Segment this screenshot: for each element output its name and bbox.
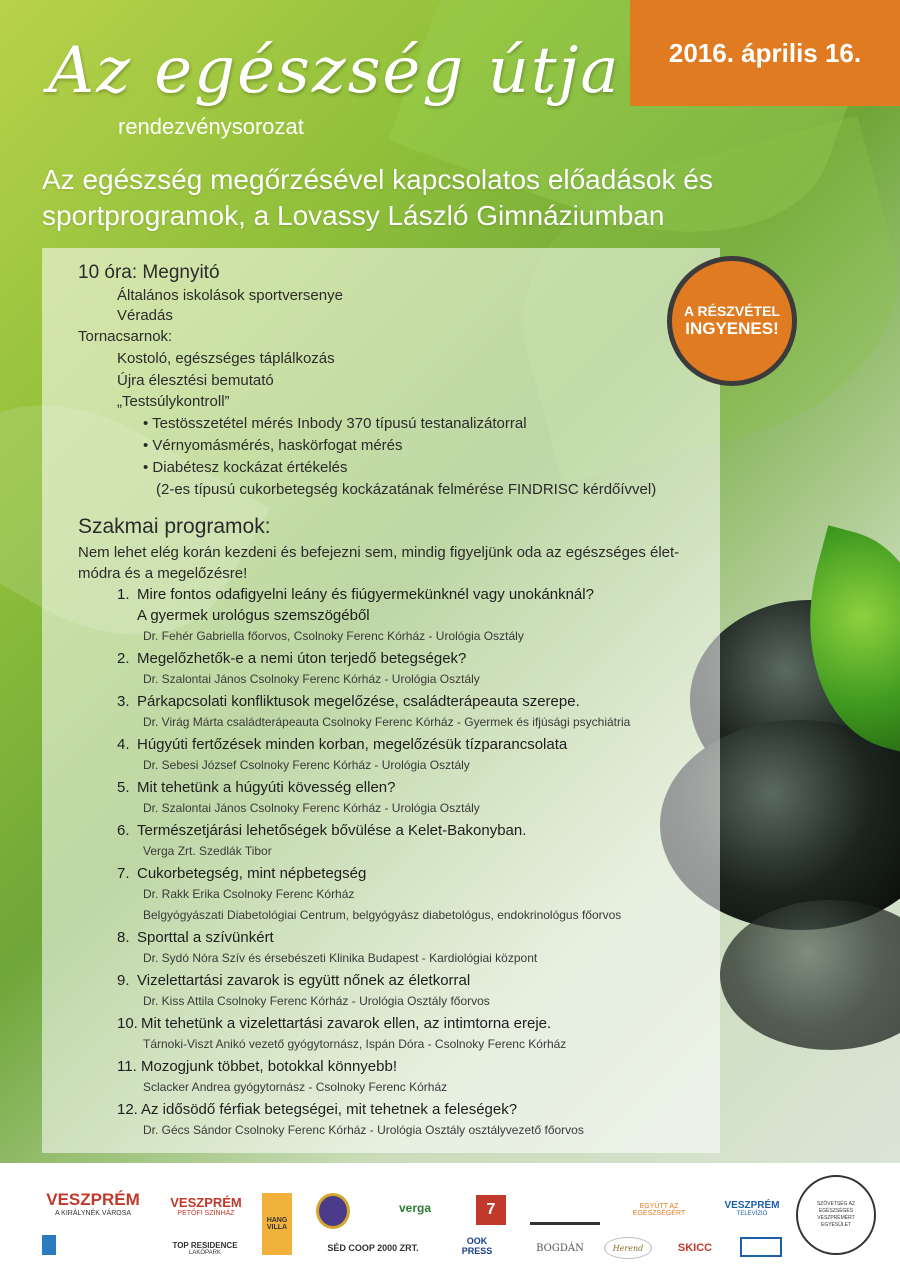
program-title: Az idősödő férfiak betegségei, mit tehetnek a feleségek?	[141, 1101, 518, 1118]
channel-7-logo: 7	[476, 1195, 506, 1225]
program-title: Húgyúti fertőzések minden korban, megelőzésük tízparancsolata	[137, 736, 568, 753]
program-title: Mit tehetünk a vizelettartási zavarok ellen, az intimtorna ereje.	[141, 1015, 552, 1032]
veszprem-logo-sub: A KIRÁLYNÉK VÁROSA	[54, 1209, 132, 1217]
sed-coop-text: SÉD COOP 2000 ZRT.	[327, 1243, 419, 1253]
sed-coop-logo	[318, 1239, 428, 1257]
program-number: 11.	[117, 1058, 137, 1075]
sponsor-footer	[0, 1163, 900, 1273]
top-residence-text: TOP RESIDENCE	[172, 1240, 238, 1250]
program-speaker: Tárnoki-Viszt Anikó vezető gyógytornász, Ispán Dóra - Csolnoky Ferenc Kórház	[143, 1037, 567, 1051]
program-speaker: Dr. Sebesi József Csolnoky Ferenc Kórház - Urológia Osztály	[143, 758, 470, 772]
tornacsarnok-heading: Tornacsarnok:	[78, 328, 173, 345]
program-speaker: Dr. Sydó Nóra Szív és érsebészeti Klinika Budapest - Kardiológiai központ	[143, 951, 538, 965]
program-title: Cukorbetegség, mint népbetegség	[137, 865, 367, 882]
ook-press-logo	[452, 1235, 502, 1257]
black-stone-bottom	[720, 900, 900, 1050]
badge-line-2: INGYENES!	[685, 319, 779, 338]
opening-heading: 10 óra: Megnyitó	[78, 262, 220, 283]
skicc-text: SKICC	[677, 1242, 713, 1254]
free-entry-badge	[667, 256, 797, 386]
program-speaker: Dr. Fehér Gabriella főorvos, Csolnoky Ferenc Kórház - Urológia Osztály	[143, 629, 524, 643]
program-speaker: Dr. Szalontai János Csolnoky Ferenc Kórház - Urológia Osztály	[143, 672, 480, 686]
top-residence-logo	[160, 1237, 250, 1259]
headline-line-2: sportprogramok, a Lovassy László Gimnáziumban	[42, 200, 665, 231]
veszprem-logo-text: VESZPRÉM	[46, 1189, 140, 1209]
program-number: 2.	[117, 650, 130, 667]
program-speaker: Dr. Szalontai János Csolnoky Ferenc Kórház - Urológia Osztály	[143, 801, 480, 815]
tv-logo-text: VESZPRÉM	[724, 1199, 780, 1211]
program-title: Mozogjunk többet, botokkal könnyebb!	[141, 1058, 398, 1075]
program-number: 7.	[117, 865, 130, 882]
opening-item: Általános iskolások sportversenye	[117, 287, 343, 304]
measurement-note: (2-es típusú cukorbetegség kockázatának felmérése FINDRISC kérdőívvel)	[156, 481, 657, 498]
program-speaker: Belgyógyászati Diabetológiai Centrum, belgyógyász diabetológus, endokrinológus főorvos	[143, 908, 622, 922]
program-number: 3.	[117, 693, 130, 710]
city-skyline-logo	[530, 1195, 600, 1225]
event-date: 2016. április 16.	[668, 37, 862, 68]
tornacsarnok-item: „Testsúlykontroll”	[117, 393, 230, 410]
program-number: 6.	[117, 822, 130, 839]
tornacsarnok-item: Újra élesztési bemutató	[117, 372, 274, 389]
program-title: Megelőzhetők-e a nemi úton terjedő betegségek?	[137, 650, 467, 667]
program-speaker: Dr. Rakk Erika Csolnoky Ferenc Kórház	[143, 887, 355, 901]
hangvilla-logo-text: HANG VILLA	[266, 1217, 288, 1231]
program-number: 12.	[117, 1101, 138, 1118]
program-title: Párkapcsolati konfliktusok megelőzése, családterápeauta szerepe.	[137, 693, 580, 710]
waterworks-logo	[42, 1235, 142, 1255]
measurement-bullet: • Diabétesz kockázat értékelés	[143, 459, 348, 476]
program-number: 8.	[117, 929, 130, 946]
crest-logo	[316, 1193, 350, 1229]
program-title: Mire fontos odafigyelni leány és fiúgyermekünknél vagy unokánknál?	[137, 586, 594, 603]
headline-line-1: Az egészség megőrzésével kapcsolatos előadások és	[42, 164, 713, 195]
petofi-theatre-logo	[170, 1189, 242, 1223]
hangvilla-logo	[262, 1193, 292, 1255]
verga-logo-text: verga	[398, 1201, 432, 1215]
veszprem-city-logo	[38, 1183, 148, 1223]
top-residence-sub: LAKÓPARK	[189, 1249, 221, 1256]
skicc-logo	[668, 1237, 722, 1259]
bogdan-text: BOGDÁN	[536, 1242, 584, 1254]
verga-logo	[390, 1191, 440, 1225]
program-speaker: Verga Zrt. Szedlák Tibor	[143, 844, 272, 858]
veszprem-tv-logo	[724, 1193, 780, 1223]
program-title-continued: A gyermek urológus szemszögéből	[137, 607, 370, 624]
programs-intro-line-1: Nem lehet elég korán kezdeni és befejezni sem, mindig figyeljünk oda az egészséges élet-	[78, 544, 680, 561]
healthy-veszprem-association-logo	[796, 1175, 876, 1255]
program-title: Mit tehetünk a húgyúti kövesség ellen?	[137, 779, 396, 796]
program-number: 10.	[117, 1015, 138, 1032]
program-title: Vizelettartási zavarok is együtt nőnek az életkorral	[137, 972, 471, 989]
program-speaker: Dr. Virág Márta családterápeauta Csolnoky Ferenc Kórház - Gyermek és ifjúsági psychiátria	[143, 715, 631, 729]
herend-logo	[604, 1237, 652, 1259]
program-number: 9.	[117, 972, 130, 989]
herend-text: Herend	[612, 1243, 644, 1253]
media-box-logo	[740, 1237, 782, 1257]
program-number: 4.	[117, 736, 130, 753]
ook-press-text: OOK PRESS	[461, 1236, 493, 1256]
petofi-logo-text: VESZPRÉM	[170, 1195, 242, 1210]
association-logo-text: SZÖVETSÉG AZ EGÉSZSÉGES VESZPRÉMÉRT EGYESÜLET	[816, 1201, 856, 1228]
egeszsegert-logo	[615, 1193, 703, 1227]
petofi-logo-sub: PETŐFI SZÍNHÁZ	[177, 1210, 235, 1217]
badge-line-1: A RÉSZVÉTEL	[684, 303, 780, 319]
program-speaker: Sclacker Andrea gyógytornász - Csolnoky Ferenc Kórház	[143, 1080, 448, 1094]
program-number: 5.	[117, 779, 130, 796]
measurement-bullet: • Testösszetétel mérés Inbody 370 típusú testanalizátorral	[143, 415, 527, 432]
program-title: Sporttal a szívünkért	[137, 929, 274, 946]
program-title: Természetjárási lehetőségek bővülése a Kelet-Bakonyban.	[137, 822, 527, 839]
poster-title: Az egészség útja	[48, 34, 621, 108]
date-box	[630, 0, 900, 106]
measurement-bullet: • Vérnyomásmérés, haskörfogat mérés	[143, 437, 403, 454]
program-number: 1.	[117, 586, 130, 603]
opening-item: Véradás	[117, 307, 173, 324]
egeszsegert-logo-text: EGYÜTT AZ EGÉSZSÉGÉRT	[632, 1203, 686, 1217]
headline	[42, 162, 742, 234]
poster-subtitle: rendezvénysorozat	[118, 114, 304, 139]
program-speaker: Dr. Kiss Attila Csolnoky Ferenc Kórház - Urológia Osztály főorvos	[143, 994, 490, 1008]
bogdan-logo	[530, 1237, 590, 1259]
programs-heading: Szakmai programok:	[78, 515, 271, 538]
program-speaker: Dr. Gécs Sándor Csolnoky Ferenc Kórház - Urológia Osztály osztályvezető főorvos	[143, 1123, 584, 1137]
tv-logo-sub: TELEVÍZIÓ	[736, 1210, 768, 1217]
programs-intro-line-2: módra és a megelőzésre!	[78, 565, 248, 582]
tornacsarnok-item: Kostoló, egészséges táplálkozás	[117, 350, 335, 367]
